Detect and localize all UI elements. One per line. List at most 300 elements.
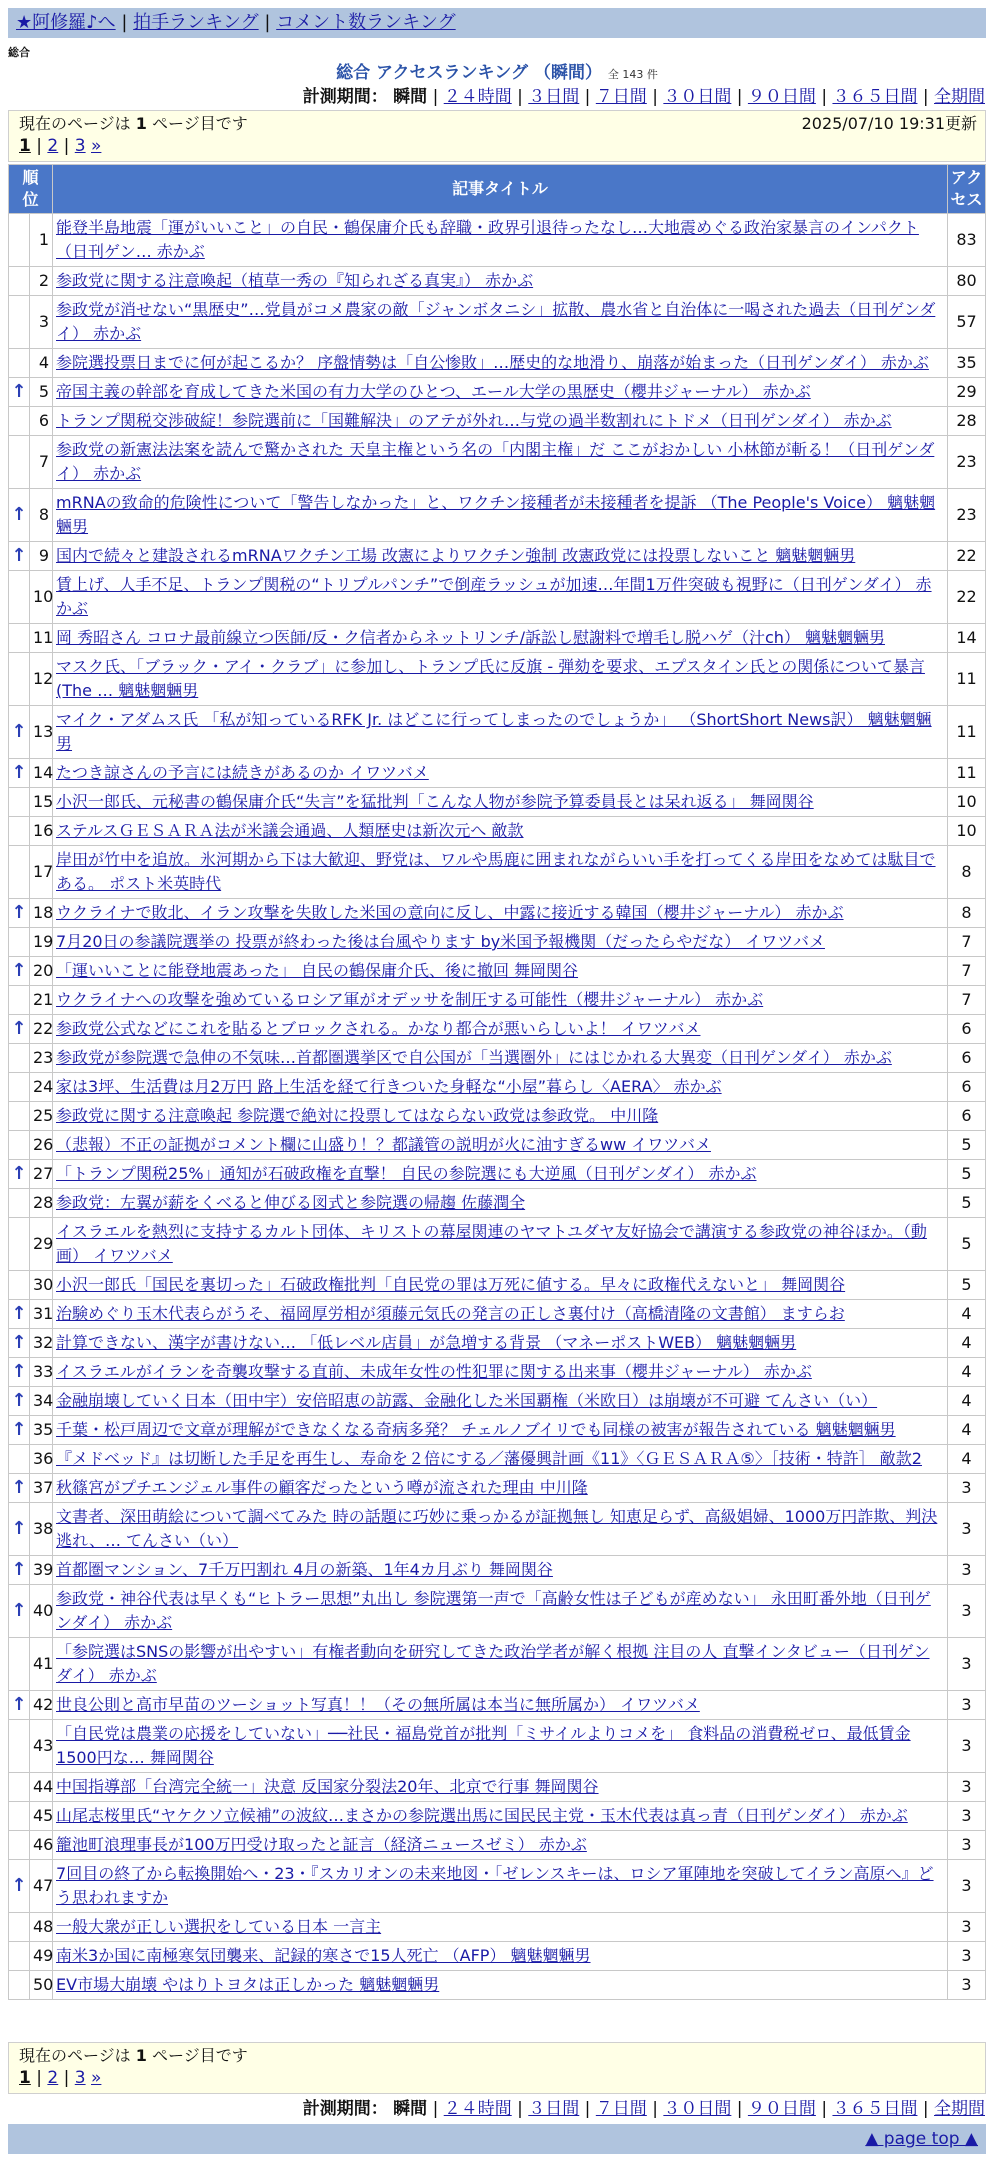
table-row (9, 1416, 986, 1445)
rank-number: 11 (30, 624, 53, 653)
access-count: 29 (948, 378, 986, 407)
rank-trend-cell (9, 436, 30, 489)
pager-link-2[interactable]: 2 (47, 136, 59, 156)
article-title-link[interactable]: 7月20日の参議院選挙の 投票が終わった後は台風やります by米国予報機関（だったらやだな） イワツバメ (56, 932, 825, 951)
table-row (9, 1329, 986, 1358)
rank-number: 46 (30, 1831, 53, 1860)
rank-number: 40 (30, 1585, 53, 1638)
rank-number: 28 (30, 1189, 53, 1218)
pager-sep: | (63, 2068, 70, 2088)
arrow-up-icon: ↑ (11, 721, 27, 742)
arrow-up-icon: ↑ (11, 1361, 27, 1382)
rank-trend-cell (9, 542, 30, 571)
access-count: 6 (948, 1015, 986, 1044)
access-count: 3 (948, 1913, 986, 1942)
pager-current: 1 (19, 136, 31, 156)
access-count: 3 (948, 1720, 986, 1773)
title-cell (53, 1445, 948, 1474)
access-count: 4 (948, 1329, 986, 1358)
rank-trend-cell (9, 489, 30, 542)
title-cell (53, 1691, 948, 1720)
article-title-link[interactable]: トランプ関税交渉破綻！参院選前に「国難解決」のアテが外れ…与党の過半数割れにトドメ（日刊ゲンダイ） 赤かぶ (56, 411, 892, 430)
rank-number: 47 (30, 1860, 53, 1913)
article-title-link[interactable]: 一般大衆が正しい選択をしている日本 一言主 (56, 1917, 382, 1936)
access-count: 8 (948, 899, 986, 928)
period-sep: | (922, 87, 929, 107)
table-row (9, 1131, 986, 1160)
title-cell (53, 407, 948, 436)
access-count: 11 (948, 759, 986, 788)
table-row (9, 1102, 986, 1131)
rank-trend-cell (9, 1189, 30, 1218)
rank-trend-cell (9, 267, 30, 296)
rank-number: 17 (30, 846, 53, 899)
table-row (9, 1189, 986, 1218)
rank-trend-cell (9, 378, 30, 407)
article-title-link[interactable]: ステルスＧＥＳＡＲＡ法が米議会通過、人類歴史は新次元へ 敵款 (56, 821, 524, 840)
period-link-24h[interactable]: ２４時間 (443, 87, 512, 107)
rank-trend-cell (9, 1556, 30, 1585)
table-row (9, 1358, 986, 1387)
page-title-block (0, 62, 994, 86)
table-row (9, 542, 986, 571)
nav-link-ashura[interactable]: ★阿修羅♪へ (16, 12, 116, 33)
table-row (9, 214, 986, 267)
article-title-link[interactable]: 世良公則と高市早苗のツーショット写真！！（その無所属は本当に無所属か） イワツバメ (56, 1695, 700, 1714)
rank-trend-cell (9, 1131, 30, 1160)
access-count: 3 (948, 1831, 986, 1860)
access-count: 3 (948, 1971, 986, 2000)
title-cell (53, 788, 948, 817)
article-title-link[interactable]: 参政党に関する注意喚起 参院選で絶対に投票してはならない政党は参政党。 中川隆 (56, 1106, 659, 1125)
rank-number: 30 (30, 1271, 53, 1300)
rank-number: 6 (30, 407, 53, 436)
article-title-link[interactable]: 中国指導部「台湾完全統一」決意 反国家分裂法20年、北京で行事 舞岡関谷 (56, 1777, 599, 1796)
rank-trend-cell (9, 1271, 30, 1300)
article-title-link[interactable]: 賃上げ、人手不足、トランプ関税の“トリプルパンチ”で倒産ラッシュが加速…年間1万件突破も視野に（日刊ゲンダイ） 赤かぶ (56, 575, 932, 618)
access-count: 4 (948, 1358, 986, 1387)
rank-number: 10 (30, 571, 53, 624)
rank-number: 48 (30, 1913, 53, 1942)
rank-trend-cell (9, 1942, 30, 1971)
nav-sep: | (264, 12, 271, 33)
rank-number: 18 (30, 899, 53, 928)
rank-number: 38 (30, 1503, 53, 1556)
page-info-prefix: 現在のページは (19, 114, 136, 133)
pager-next[interactable]: » (91, 136, 102, 156)
access-count: 7 (948, 986, 986, 1015)
rank-trend-cell (9, 624, 30, 653)
table-row (9, 624, 986, 653)
article-title-link[interactable]: 参院選投票日までに何が起こるか？ 序盤情勢は「自公惨敗」…歴史的な地滑り、崩落が始まった（日刊ゲンダイ） 赤かぶ (56, 353, 929, 372)
table-row (9, 1913, 986, 1942)
period-sep: | (821, 2099, 828, 2119)
article-title-link[interactable]: 帝国主義の幹部を育成してきた米国の有力大学のひとつ、エール大学の黒歴史（櫻井ジャーナル） 赤かぶ (56, 382, 811, 401)
title-cell (53, 1073, 948, 1102)
rank-trend-cell (9, 1358, 30, 1387)
arrow-up-icon: ↑ (11, 1477, 27, 1498)
period-link-24h[interactable]: ２４時間 (443, 2099, 512, 2119)
rank-number: 50 (30, 1971, 53, 2000)
ranking-table (8, 164, 986, 2000)
article-title-link[interactable]: 参政党が消せない“黒歴史”…党員がコメ農家の敵「ジャンボタニシ」拡散、農水省と自治体に一喝された過去（日刊ゲンダイ） 赤かぶ (56, 300, 936, 343)
rank-number: 29 (30, 1218, 53, 1271)
header-title: 記事タイトル (53, 165, 948, 214)
rank-number: 31 (30, 1300, 53, 1329)
period-selector-bottom (303, 2098, 985, 2120)
rank-trend-cell (9, 1445, 30, 1474)
rank-trend-cell (9, 759, 30, 788)
table-row (9, 489, 986, 542)
article-title-link[interactable]: 計算できない、漢字が書けない… 「低レベル店員」が急増する背景 （マネーポストWEB） 魑魅魍魎男 (56, 1333, 797, 1352)
access-count: 22 (948, 571, 986, 624)
rank-number: 23 (30, 1044, 53, 1073)
rank-number: 12 (30, 653, 53, 706)
table-row (9, 1585, 986, 1638)
pager-link-3[interactable]: 3 (74, 2068, 86, 2088)
rank-trend-cell (9, 1773, 30, 1802)
access-count: 4 (948, 1300, 986, 1329)
pager-sep: | (36, 2068, 42, 2088)
period-sep: | (432, 2099, 439, 2119)
table-row (9, 1015, 986, 1044)
rank-number: 45 (30, 1802, 53, 1831)
title-cell (53, 1044, 948, 1073)
rank-trend-cell (9, 846, 30, 899)
page-info-number: 1 (135, 2046, 147, 2065)
table-row (9, 846, 986, 899)
period-sep: | (652, 2099, 658, 2119)
table-row (9, 1300, 986, 1329)
page-info-prefix: 現在のページは (19, 2046, 136, 2065)
rank-number: 35 (30, 1416, 53, 1445)
pager-next[interactable]: » (91, 2068, 102, 2088)
period-link-3d[interactable]: ３日間 (528, 87, 580, 107)
rank-trend-cell (9, 653, 30, 706)
period-sep: | (736, 2099, 743, 2119)
rank-trend-cell (9, 957, 30, 986)
title-cell (53, 296, 948, 349)
rank-trend-cell (9, 706, 30, 759)
title-cell (53, 706, 948, 759)
table-row (9, 817, 986, 846)
rank-trend-cell (9, 1329, 30, 1358)
article-title-link[interactable]: 『メドベッド』は切断した手足を再生し、寿命を２倍にする／藩優興計画《11》〈ＧＥＳＡＲＡ⑤〉［技術・特許］ 敵款2 (56, 1449, 922, 1468)
table-row (9, 1942, 986, 1971)
rank-number: 19 (30, 928, 53, 957)
article-title-link[interactable]: 治験めぐり玉木代表らがうそ、福岡厚労相が須藤元気氏の発言の正しさ裏付け（高橋清隆の文書館） ますらお (56, 1304, 845, 1323)
title-cell (53, 1416, 948, 1445)
article-title-link[interactable]: 千葉・松戸周辺で文章が理解ができなくなる奇病多発？ チェルノブイリでも同様の被害が報告されている 魑魅魍魎男 (56, 1420, 896, 1439)
table-row (9, 1044, 986, 1073)
period-sep: | (584, 2099, 591, 2119)
rank-trend-cell (9, 1691, 30, 1720)
rank-trend-cell (9, 986, 30, 1015)
article-title-link[interactable]: イスラエルを熱烈に支持するカルト団体、キリストの幕屋関連のヤマトユダヤ友好協会で講演する参政党の神谷ほか。（動画） イワツバメ (56, 1222, 927, 1265)
article-title-link[interactable]: （悲報）不正の証拠がコメント欄に山盛り！？都議管の説明が火に油すぎるww イワツバメ (56, 1135, 711, 1154)
access-count: 5 (948, 1189, 986, 1218)
title-cell (53, 571, 948, 624)
rank-number: 49 (30, 1942, 53, 1971)
access-count: 6 (948, 1044, 986, 1073)
rank-number: 27 (30, 1160, 53, 1189)
rank-number: 26 (30, 1131, 53, 1160)
access-count: 3 (948, 1802, 986, 1831)
article-title-link[interactable]: 「トランプ関税25%」通知が石破政権を直撃！ 自民の参院選にも大逆風（日刊ゲンダイ） 赤かぶ (56, 1164, 757, 1183)
access-count: 28 (948, 407, 986, 436)
arrow-up-icon: ↑ (11, 1018, 27, 1039)
rank-number: 4 (30, 349, 53, 378)
rank-number: 14 (30, 759, 53, 788)
rank-trend-cell (9, 1913, 30, 1942)
article-title-link[interactable]: 能登半島地震「運がいいこと」の自民・鶴保庸介氏も辞職・政界引退待ったなし…大地震めぐる政治家暴言のインパクト（日刊ゲン… 赤かぶ (56, 218, 919, 261)
access-count: 22 (948, 542, 986, 571)
table-row (9, 1474, 986, 1503)
title-cell (53, 1131, 948, 1160)
access-count: 6 (948, 1073, 986, 1102)
period-link-all[interactable]: 全期間 (934, 87, 985, 107)
arrow-up-icon: ↑ (11, 545, 27, 566)
article-title-link[interactable]: 籠池町浪理事長が100万円受け取ったと証言（経済ニュースゼミ） 赤かぶ (56, 1835, 587, 1854)
title-cell (53, 542, 948, 571)
rank-number: 21 (30, 986, 53, 1015)
title-cell (53, 267, 948, 296)
access-count: 10 (948, 788, 986, 817)
title-cell (53, 1474, 948, 1503)
table-row (9, 1073, 986, 1102)
article-title-link[interactable]: 参政党公式などにこれを貼るとブロックされる。かなり都合が悪いらしいよ！ イワツバメ (56, 1019, 701, 1038)
table-row (9, 899, 986, 928)
access-count: 11 (948, 706, 986, 759)
title-cell (53, 1329, 948, 1358)
article-title-link[interactable]: 小沢一郎氏、元秘書の鶴保庸介氏“失言”を猛批判「こんな人物が参院予算委員長とは呆れ返る」 舞岡関谷 (56, 792, 814, 811)
access-count: 35 (948, 349, 986, 378)
table-row (9, 571, 986, 624)
rank-number: 1 (30, 214, 53, 267)
access-count: 3 (948, 1556, 986, 1585)
period-link-30d[interactable]: ３０日間 (663, 2099, 732, 2119)
access-count: 14 (948, 624, 986, 653)
rank-number: 20 (30, 957, 53, 986)
article-title-link[interactable]: 山尾志桜里氏“ヤケクソ立候補”の波紋…まさかの参院選出馬に国民民主党・玉木代表は真っ青（日刊ゲンダイ） 赤かぶ (56, 1806, 908, 1825)
nav-link-applause-ranking[interactable]: 拍手ランキング (133, 12, 259, 33)
rank-trend-cell (9, 1802, 30, 1831)
period-current: 瞬間 (393, 2099, 428, 2119)
article-title-link[interactable]: 国内で続々と建設されるmRNAワクチン工場 改憲によりワクチン強制 改憲政党には投票しないこと 魑魅魍魎男 (56, 546, 856, 565)
arrow-up-icon: ↑ (11, 1875, 27, 1896)
access-count: 57 (948, 296, 986, 349)
article-title-link[interactable]: 「自民党は農業の応援をしていない」──社民・福島党首が批判「ミサイルよりコメを」 食料品の消費税ゼロ、最低賃金1500円な… 舞岡関谷 (56, 1724, 911, 1767)
access-count: 5 (948, 1131, 986, 1160)
rank-trend-cell (9, 1416, 30, 1445)
period-label: 計測期間： (302, 87, 388, 107)
rank-trend-cell (9, 1102, 30, 1131)
period-link-3d[interactable]: ３日間 (528, 2099, 580, 2119)
access-count: 3 (948, 1585, 986, 1638)
period-link-365d[interactable]: ３６５日間 (832, 87, 918, 107)
title-cell (53, 1971, 948, 2000)
rank-number: 36 (30, 1445, 53, 1474)
period-link-7d[interactable]: ７日間 (595, 2099, 647, 2119)
rank-number: 43 (30, 1720, 53, 1773)
article-title-link[interactable]: 「参院選はSNSの影響が出やすい」有権者動向を研究してきた政治学者が解く根拠 注目の人 直撃インタビュー（日刊ゲンダイ） 赤かぶ (56, 1642, 930, 1685)
rank-trend-cell (9, 899, 30, 928)
table-row (9, 1831, 986, 1860)
rank-number: 39 (30, 1556, 53, 1585)
period-sep: | (736, 87, 743, 107)
table-row (9, 1720, 986, 1773)
pager-link-2[interactable]: 2 (47, 2068, 59, 2088)
article-title-link[interactable]: 秋篠宮がプチエンジェル事件の顧客だったという噂が流された理由 中川隆 (56, 1478, 588, 1497)
title-cell (53, 846, 948, 899)
article-title-link[interactable]: 岸田が竹中を追放。氷河期から下は大歓迎、野党は、ワルや馬鹿に囲まれながらいい手を打ってくる岸田をなめては駄目である。 ポスト米英時代 (56, 850, 936, 893)
period-link-90d[interactable]: ９０日間 (747, 2099, 816, 2119)
title-cell (53, 1942, 948, 1971)
title-cell (53, 1189, 948, 1218)
rank-number: 44 (30, 1773, 53, 1802)
access-count: 3 (948, 1638, 986, 1691)
period-link-365d[interactable]: ３６５日間 (832, 2099, 918, 2119)
article-title-link[interactable]: 金融崩壊していく日本（田中宇）安倍昭恵の訪露、金融化した米国覇権（米欧日）は崩壊が不可避 てんさい（い） (56, 1391, 878, 1410)
period-link-90d[interactable]: ９０日間 (747, 87, 816, 107)
article-title-link[interactable]: 7回目の終了から転換開始へ・23・『スカリオンの未来地図・「ゼレンスキーは、ロシア軍陣地を突破してイラン高原へ』どう思われますか (56, 1864, 934, 1907)
rank-trend-cell (9, 817, 30, 846)
rank-number: 37 (30, 1474, 53, 1503)
article-title-link[interactable]: 岡 秀昭さん コロナ最前線立つ医師/反・ク信者からネットリンチ/訴訟し慰謝料で増毛し脱ハゲ（汁ch） 魑魅魍魎男 (56, 628, 885, 647)
rank-trend-cell (9, 1073, 30, 1102)
table-row (9, 986, 986, 1015)
title-cell (53, 1503, 948, 1556)
article-title-link[interactable]: マイク・アダムス氏 「私が知っているRFK Jr. はどこに行ってしまったのでしょうか」 （ShortShort News訳） 魑魅魍魎男 (56, 710, 932, 753)
period-link-7d[interactable]: ７日間 (595, 87, 647, 107)
article-title-link[interactable]: 「運いいことに能登地震あった」 自民の鶴保庸介氏、後に撤回 舞岡関谷 (56, 961, 579, 980)
title-cell (53, 624, 948, 653)
access-count: 5 (948, 1218, 986, 1271)
title-cell (53, 957, 948, 986)
title-cell (53, 1556, 948, 1585)
page-info-top (8, 110, 986, 162)
arrow-up-icon: ↑ (11, 1694, 27, 1715)
arrow-up-icon: ↑ (11, 1419, 27, 1440)
article-title-link[interactable]: ウクライナで敗北、イラン攻撃を失敗した米国の意向に反し、中露に接近する韓国（櫻井ジャーナル） 赤かぶ (56, 903, 844, 922)
table-row (9, 1691, 986, 1720)
title-cell (53, 1300, 948, 1329)
title-cell (53, 1387, 948, 1416)
article-title-link[interactable]: 首都圏マンション、7千万円割れ 4月の新築、1年4カ月ぶり 舞岡関谷 (56, 1560, 553, 1579)
rank-number: 24 (30, 1073, 53, 1102)
period-sep: | (517, 2099, 523, 2119)
article-title-link[interactable]: イスラエルがイランを奇襲攻撃する直前、未成年女性の性犯罪に関する出来事（櫻井ジャーナル） 赤かぶ (56, 1362, 812, 1381)
access-count: 4 (948, 1416, 986, 1445)
pager-link-3[interactable]: 3 (74, 136, 86, 156)
article-title-link[interactable]: 南米3か国に南極寒気団襲来、記録的寒さで15人死亡 （AFP） 魑魅魍魎男 (56, 1946, 591, 1965)
updated-timestamp: 2025/07/10 19:31更新 (801, 114, 977, 133)
rank-number: 25 (30, 1102, 53, 1131)
article-title-link[interactable]: 参政党が参院選で急伸の不気味…首都圏選挙区で自公国が「当選圏外」にはじかれる大異変（日刊ゲンダイ） 赤かぶ (56, 1048, 892, 1067)
page-top-link[interactable]: ▲ page top ▲ (865, 2129, 978, 2149)
rank-trend-cell (9, 1474, 30, 1503)
table-row (9, 1160, 986, 1189)
period-sep: | (652, 87, 658, 107)
page-title: 総合 アクセスランキング （瞬間） (336, 63, 602, 83)
header-count: アクセス (948, 165, 986, 214)
article-title-link[interactable]: 参政党：左翼が薪をくべると伸びる図式と参院選の帰趨 佐藤潤全 (56, 1193, 526, 1212)
title-cell (53, 899, 948, 928)
rank-trend-cell (9, 1218, 30, 1271)
title-cell (53, 1160, 948, 1189)
access-count: 10 (948, 817, 986, 846)
rank-number: 7 (30, 436, 53, 489)
rank-trend-cell (9, 407, 30, 436)
rank-trend-cell (9, 1831, 30, 1860)
article-title-link[interactable]: mRNAの致命的危険性について「警告しなかった」と、ワクチン接種者が未接種者を提訴 （The People's Voice） 魑魅魍魎男 (56, 493, 936, 536)
article-title-link[interactable]: 文書者、深田萌絵について調べてみた 時の話題に巧妙に乗っかるが証拠無し 知恵足らず、高級娼婦、1000万円詐欺、判決逃れ、… てんさい（い） (56, 1507, 938, 1550)
table-row (9, 407, 986, 436)
table-row (9, 928, 986, 957)
table-row (9, 296, 986, 349)
rank-trend-cell (9, 571, 30, 624)
title-cell (53, 759, 948, 788)
article-title-link[interactable]: 参政党に関する注意喚起（植草一秀の『知られざる真実』） 赤かぶ (56, 271, 534, 290)
table-row (9, 1387, 986, 1416)
access-count: 8 (948, 846, 986, 899)
access-count: 4 (948, 1445, 986, 1474)
access-count: 83 (948, 214, 986, 267)
table-row (9, 1773, 986, 1802)
period-link-all[interactable]: 全期間 (934, 2099, 985, 2119)
access-count: 5 (948, 1271, 986, 1300)
title-cell (53, 653, 948, 706)
title-cell (53, 214, 948, 267)
article-title-link[interactable]: 参政党・神谷代表は早くも“ヒトラー思想”丸出し 参院選第一声で「高齢女性は子どもが産めない」 永田町番外地（日刊ゲンダイ） 赤かぶ (56, 1589, 931, 1632)
access-count: 3 (948, 1773, 986, 1802)
rank-number: 41 (30, 1638, 53, 1691)
arrow-up-icon: ↑ (11, 381, 27, 402)
article-title-link[interactable]: マスク氏、「ブラック・アイ・クラブ」に参加し、トランプ氏に反旗 - 弾劾を要求、エプスタイン氏との関係について暴言 (The … 魑魅魍魎男 (56, 657, 925, 700)
title-cell (53, 928, 948, 957)
article-title-link[interactable]: ウクライナへの攻撃を強めているロシア軍がオデッサを制圧する可能性（櫻井ジャーナル） 赤かぶ (56, 990, 764, 1009)
article-title-link[interactable]: EV市場大崩壊 やはりトヨタは正しかった 魑魅魍魎男 (56, 1975, 440, 1994)
rank-number: 32 (30, 1329, 53, 1358)
article-title-link[interactable]: 小沢一郎氏「国民を裏切った」石破政権批判「自民党の罪は万死に値する。早々に政権代えないと」 舞岡関谷 (56, 1275, 846, 1294)
rank-trend-cell (9, 1971, 30, 2000)
table-row (9, 957, 986, 986)
rank-trend-cell (9, 349, 30, 378)
nav-link-comment-ranking[interactable]: コメント数ランキング (276, 12, 456, 33)
title-cell (53, 986, 948, 1015)
article-title-link[interactable]: 家は3坪、生活費は月2万円 路上生活を経て行きついた身軽な“小屋”暮らし〈AERA〉 赤かぶ (56, 1077, 722, 1096)
header-rank: 順位 (9, 165, 53, 214)
table-row (9, 267, 986, 296)
title-cell (53, 436, 948, 489)
rank-trend-cell (9, 214, 30, 267)
title-cell (53, 1358, 948, 1387)
rank-trend-cell (9, 1300, 30, 1329)
access-count: 80 (948, 267, 986, 296)
period-link-30d[interactable]: ３０日間 (663, 87, 732, 107)
article-title-link[interactable]: たつき諒さんの予言には続きがあるのか イワツバメ (56, 763, 429, 782)
bottom-bar (8, 2124, 986, 2154)
table-row (9, 1971, 986, 2000)
article-title-link[interactable]: 参政党の新憲法法案を読んで驚かされた 天皇主権という名の「内閣主権」だ ここがおかしい 小林節が斬る！（日刊ゲンダイ） 赤かぶ (56, 440, 935, 483)
table-row (9, 1503, 986, 1556)
access-count: 4 (948, 1387, 986, 1416)
page-info-suffix: ページ目です (146, 2046, 248, 2065)
arrow-up-icon: ↑ (11, 504, 27, 525)
title-cell (53, 378, 948, 407)
title-cell (53, 1102, 948, 1131)
rank-number: 22 (30, 1015, 53, 1044)
